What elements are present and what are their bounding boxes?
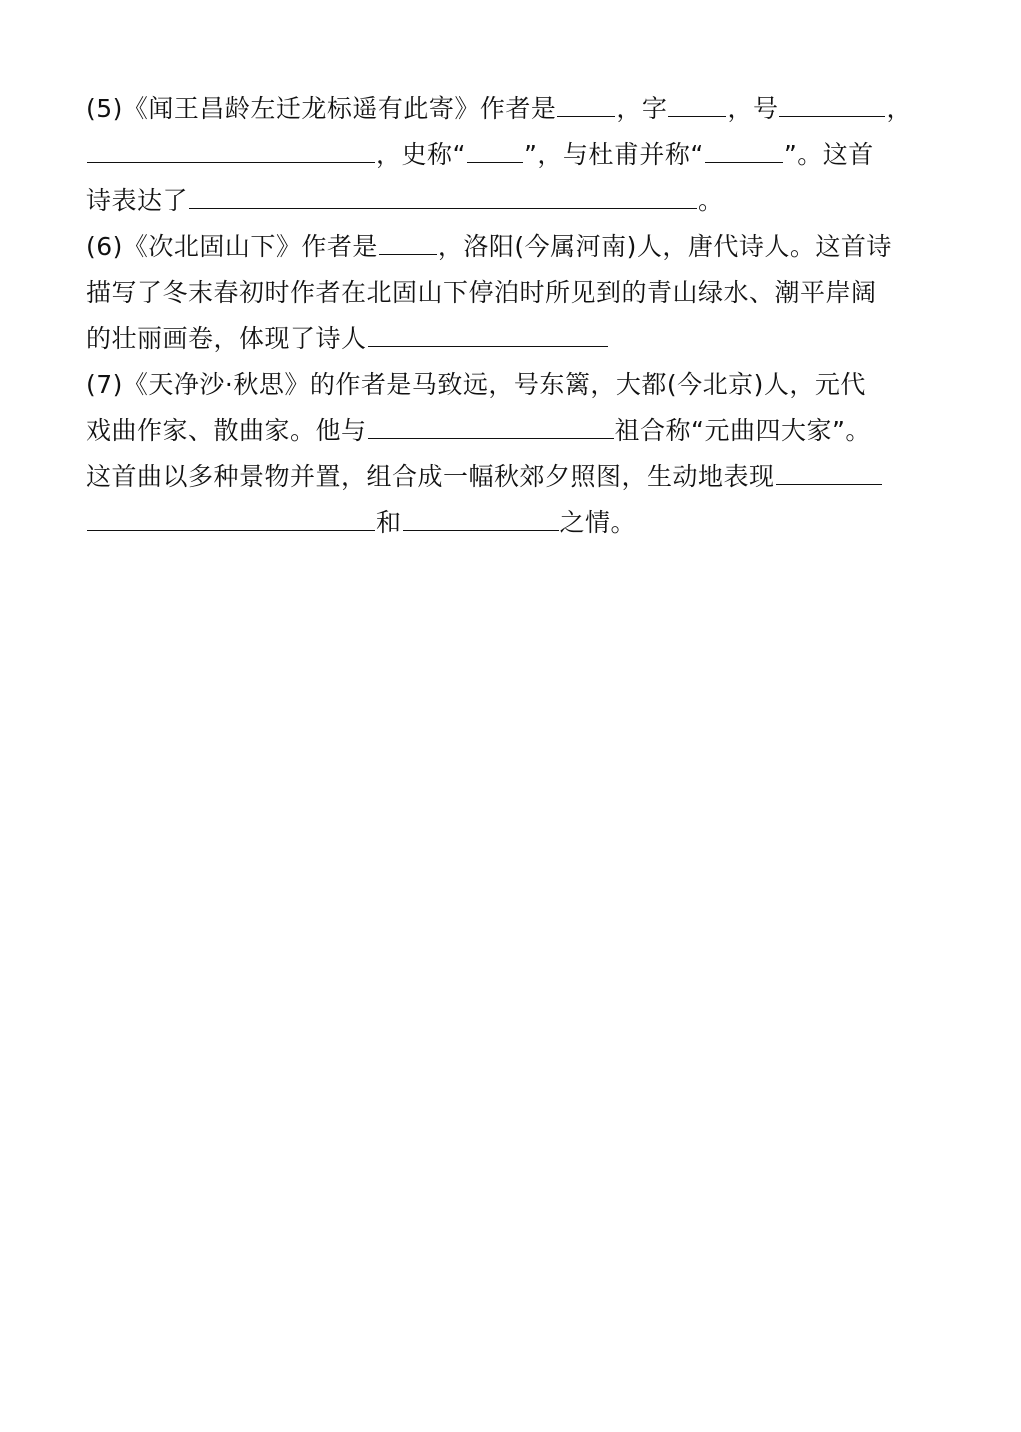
q5-courtesy-name-blank	[668, 86, 726, 117]
q5-text-9: 。	[698, 186, 724, 215]
q7-emotion-blank	[403, 500, 559, 531]
q7-text-2: 戏曲作家、散曲家。他与	[86, 416, 367, 445]
q6-text-4: 的壮丽画卷，体现了诗人	[86, 324, 367, 353]
q5-text-7: ”。这首	[783, 140, 874, 169]
q5-line-2	[86, 132, 874, 178]
q7-express-blank-a	[776, 454, 882, 485]
q7-text-4: 这首曲以多种景物并置，组合成一幅秋郊夕照图，生动地表现	[86, 462, 775, 491]
q5-intro-blank	[87, 132, 375, 163]
q7-line-3	[86, 454, 883, 500]
q5-text-6: ”，与杜甫并称“	[523, 140, 704, 169]
q5-title-blank	[467, 132, 523, 163]
q7-text-1: (7)《天净沙·秋思》的作者是马致远，号东篱，大都(今北京)人，元代	[86, 370, 866, 399]
q5-text-5: ，史称“	[376, 140, 466, 169]
q6-line-1	[86, 224, 892, 270]
q7-text-6: 之情。	[559, 508, 637, 537]
q5-author-blank	[557, 86, 615, 117]
q7-text-5: 和	[376, 508, 402, 537]
q7-line-4	[86, 500, 636, 546]
q5-text-1: (5)《闻王昌龄左迁龙标遥有此寄》作者是	[86, 94, 557, 123]
q7-four-masters-blank	[368, 408, 614, 439]
q6-line-3	[86, 316, 609, 362]
q7-line-2	[86, 408, 871, 454]
q5-line-1	[86, 86, 912, 132]
q7-line-1	[86, 362, 866, 408]
q7-text-3: 祖合称“元曲四大家”。	[614, 416, 871, 445]
q5-art-name-blank	[779, 86, 885, 117]
q7-express-blank-b	[87, 500, 375, 531]
q5-text-8: 诗表达了	[86, 186, 189, 215]
q5-line-3	[86, 178, 724, 224]
q6-text-1: (6)《次北固山下》作者是	[86, 232, 378, 261]
q5-text-2: ，字	[616, 94, 668, 123]
q6-text-2: ，洛阳(今属河南)人，唐代诗人。这首诗	[437, 232, 892, 261]
q5-pairing-blank	[705, 132, 783, 163]
q5-emotion-blank	[189, 178, 697, 209]
q5-text-3: ，号	[727, 94, 779, 123]
q6-line-2	[86, 270, 877, 316]
q5-text-4: ，	[886, 94, 912, 123]
q6-author-blank	[379, 224, 437, 255]
q6-feeling-blank	[368, 316, 608, 347]
q6-text-3: 描写了冬末春初时作者在北固山下停泊时所见到的青山绿水、潮平岸阔	[86, 278, 877, 307]
